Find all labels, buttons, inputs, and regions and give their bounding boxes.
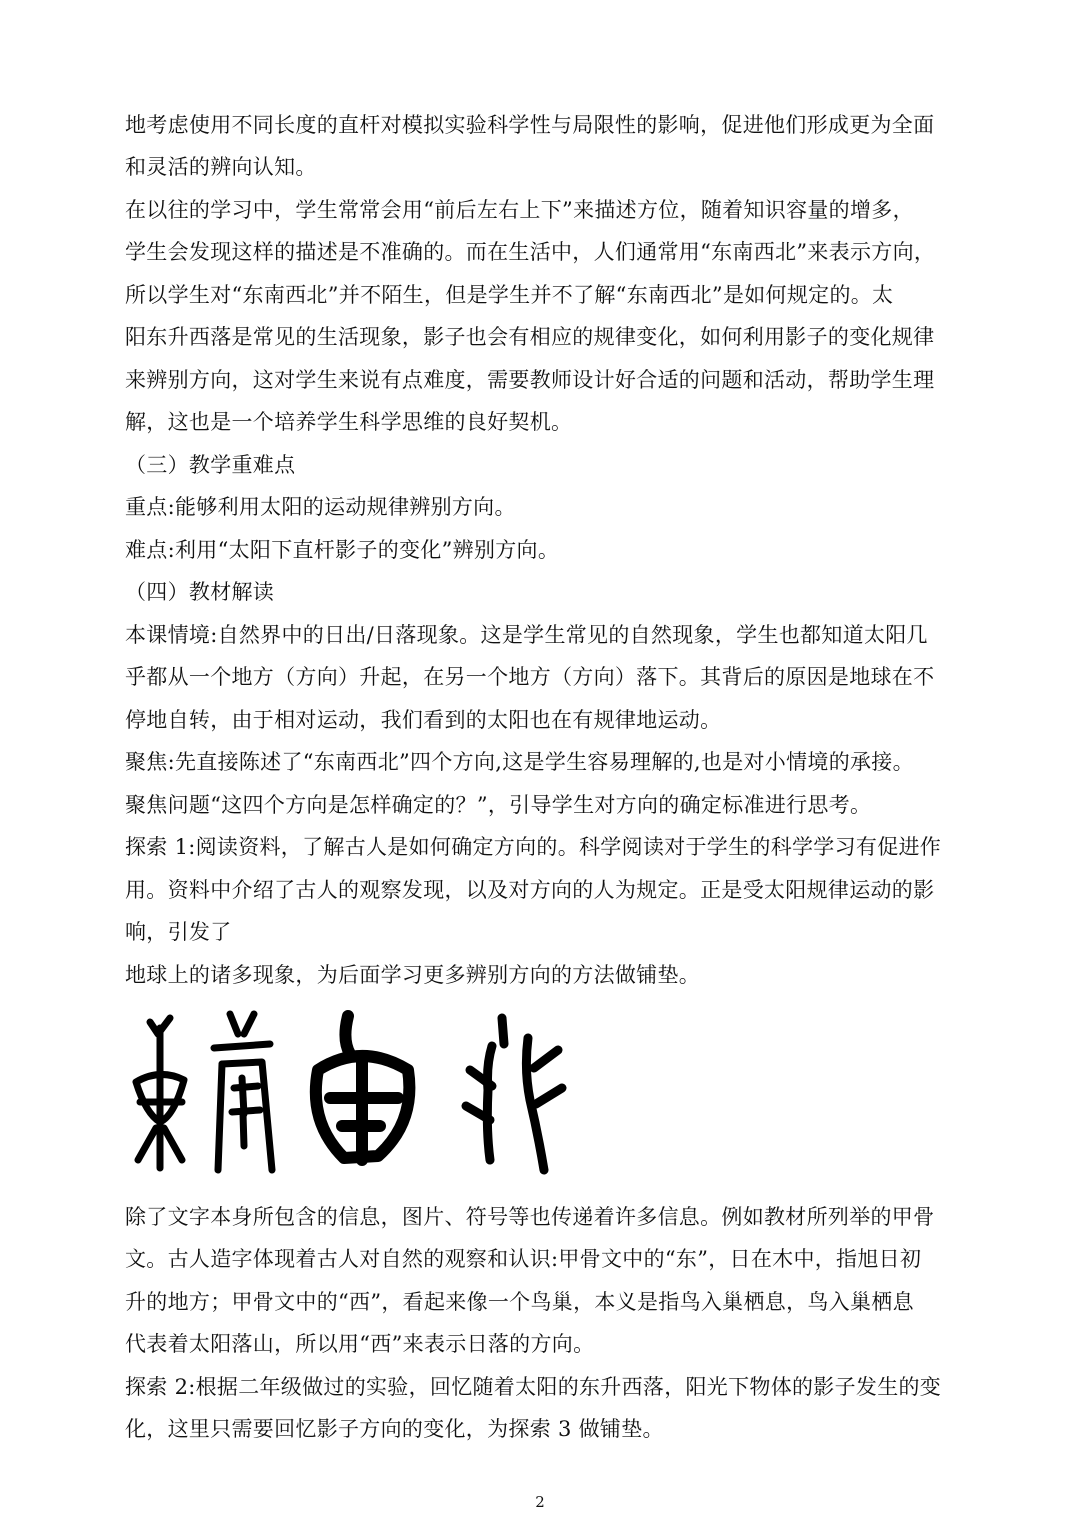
paragraph-line: 地球上的诸多现象，为后面学习更多辨别方向的方法做铺垫。 [125, 963, 701, 987]
paragraph-line: 乎都从一个地方（方向）升起，在另一个地方（方向）落下。其背后的原因是地球在不 [125, 665, 935, 689]
section-heading: （四）教材解读 [125, 580, 275, 604]
paragraph-line: 阳东升西落是常见的生活现象，影子也会有相应的规律变化，如何利用影子的变化规律 [125, 325, 935, 349]
paragraph-line: 在以往的学习中，学生常常会用“前后左右上下”来描述方位，随着知识容量的增多， [125, 198, 914, 222]
section-heading: （三）教学重难点 [125, 453, 296, 477]
paragraph-line: 本课情境:自然界中的日出/日落现象。这是学生常见的自然现象，学生也都知道太阳几 [125, 623, 928, 647]
paragraph-line: 除了文字本身所包含的信息，图片、符号等也传递着许多信息。例如教材所列举的甲骨 [125, 1205, 935, 1229]
paragraph-line: 探索 2:根据二年级做过的实验，回忆随着太阳的东升西落，阳光下物体的影子发生的变 [125, 1375, 942, 1399]
paragraph-line: 重点:能够利用太阳的运动规律辨别方向。 [125, 495, 516, 519]
paragraph-line: 化，这里只需要回忆影子方向的变化，为探索 3 做铺垫。 [125, 1417, 664, 1441]
paragraph-line: 所以学生对“东南西北”并不陌生，但是学生并不了解“东南西北”是如何规定的。太 [125, 283, 894, 307]
oracle-bone-characters-image [130, 1010, 570, 1175]
paragraph-line: 响，引发了 [125, 920, 232, 944]
paragraph-line: 和灵活的辨向认知。 [125, 155, 317, 179]
paragraph-line: 地考虑使用不同长度的直杆对模拟实验科学性与局限性的影响，促进他们形成更为全面 [125, 113, 935, 137]
oracle-bone-xi-glyph [316, 1016, 410, 1160]
paragraph-line: 升的地方；甲骨文中的“西”，看起来像一个鸟巢，本义是指鸟入巢栖息，鸟入巢栖息 [125, 1290, 914, 1314]
paragraph-line: 聚焦问题“这四个方向是怎样确定的？”，引导学生对方向的确定标准进行思考。 [125, 793, 872, 817]
page-number: 2 [535, 1493, 545, 1511]
oracle-bone-nan-glyph [214, 1014, 272, 1170]
oracle-bone-bei-glyph [466, 1018, 562, 1170]
paragraph-line: 用。资料中介绍了古人的观察发现，以及对方向的人为规定。正是受太阳规律运动的影 [125, 878, 935, 902]
oracle-bone-dong-glyph [136, 1018, 184, 1168]
paragraph-line: 聚焦:先直接陈述了“东南西北”四个方向,这是学生容易理解的,也是对小情境的承接。 [125, 750, 914, 774]
paragraph-line: 难点:利用“太阳下直杆影子的变化”辨别方向。 [125, 538, 560, 562]
paragraph-line: 代表着太阳落山，所以用“西”来表示日落的方向。 [125, 1332, 595, 1356]
paragraph-line: 探索 1:阅读资料，了解古人是如何确定方向的。科学阅读对于学生的科学学习有促进作 [125, 835, 942, 859]
paragraph-line: 解，这也是一个培养学生科学思维的良好契机。 [125, 410, 573, 434]
paragraph-line: 停地自转，由于相对运动，我们看到的太阳也在有规律地运动。 [125, 708, 722, 732]
paragraph-line: 来辨别方向，这对学生来说有点难度，需要教师设计好合适的问题和活动，帮助学生理 [125, 368, 935, 392]
paragraph-line: 学生会发现这样的描述是不准确的。而在生活中，人们通常用“东南西北”来表示方向， [125, 240, 936, 264]
paragraph-line: 文。古人造字体现着古人对自然的观察和认识:甲骨文中的“东”，日在木中，指旭日初 [125, 1247, 922, 1271]
